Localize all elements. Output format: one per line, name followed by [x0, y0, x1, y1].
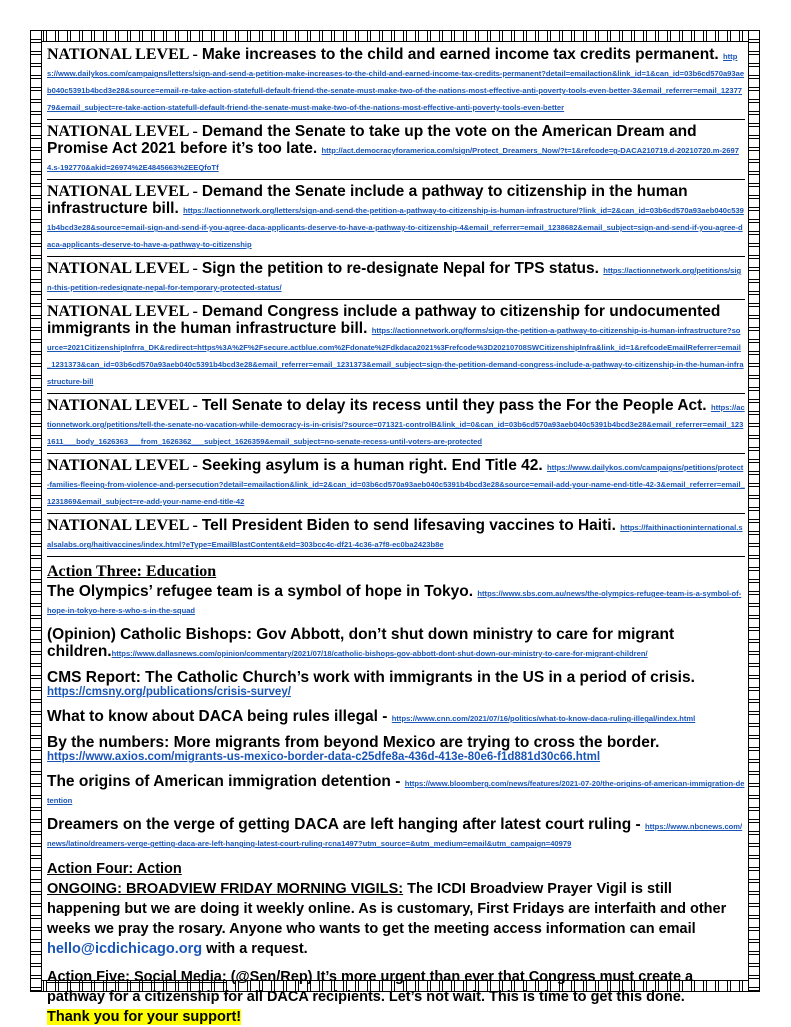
- education-list: [47, 583, 745, 850]
- action-five-body: [47, 967, 745, 1007]
- action-four-body: [47, 879, 745, 959]
- contact-email-link[interactable]: hello@icdichicago.org: [47, 941, 203, 957]
- national-item-title: Make increases to the child and earned income tax credits permanent.: [201, 46, 719, 63]
- level-label: NATIONAL LEVEL -: [47, 123, 202, 140]
- article-link[interactable]: https://www.sbs.com.au/news/the-olympics-refugee-team-is-a-symbol-of-hope-in-tokyo-here-s-who-s-in-the-squad: [47, 589, 742, 615]
- petition-link[interactable]: http://act.democracyforamerica.com/sign/Protect_Dreamers_Now/?t=1&refcode=g-DACA210719.d-20210720.m-26974.s-192770&akid=26974%2E4845663%2EEQfoTf: [47, 146, 739, 172]
- education-item: [47, 626, 745, 660]
- national-item: [47, 517, 745, 551]
- education-item-title: CMS Report: The Catholic Church’s work with immigrants in the US in a period of crisis.: [47, 669, 695, 686]
- article-link[interactable]: https://www.dallasnews.com/opinion/commentary/2021/07/18/catholic-bishops-gov-abbott-dont-shut-down-our-ministry-to-care-for-migrant-children/: [111, 649, 648, 658]
- article-link[interactable]: https://www.axios.com/migrants-us-mexico-border-data-c25dfe8a-436d-413e-80e6-f1d881d30c66.html: [47, 751, 601, 763]
- level-label: NATIONAL LEVEL -: [47, 517, 202, 534]
- action-four-section: [47, 859, 745, 959]
- national-item-title: Tell Senate to delay its recess until they pass the For the People Act.: [201, 397, 707, 414]
- thank-you-text: Thank you for your support!: [47, 1009, 242, 1025]
- education-item: [47, 583, 745, 617]
- article-link[interactable]: https://www.cnn.com/2021/07/16/politics/what-to-know-daca-ruling-illegal/index.html: [391, 714, 696, 723]
- vigil-text-end: with a request.: [202, 941, 308, 957]
- national-item-title: Seeking asylum is a human right. End Title 42.: [201, 457, 543, 474]
- national-item: [47, 303, 745, 388]
- national-item: [47, 397, 745, 448]
- petition-link[interactable]: https://faithinactioninternational.salsalabs.org/haitivaccines/index.html?eType=EmailBlastContent&eId=303bcc4c-df21-4c36-a7f8-ec0ba2423b8e: [47, 523, 743, 549]
- page-content: [47, 46, 745, 1027]
- national-item-title: Demand Congress include a pathway to citizenship for undocumented immigrants in the human infrastructure bill.: [47, 303, 721, 337]
- level-label: NATIONAL LEVEL -: [47, 397, 202, 414]
- national-item: [47, 457, 745, 508]
- education-item: [47, 816, 745, 850]
- level-label: NATIONAL LEVEL -: [47, 303, 202, 320]
- section-divider: [47, 453, 745, 454]
- article-link[interactable]: https://www.nbcnews.com/news/latino/dreamers-verge-getting-daca-are-left-hanging-latest-court-ruling-rcna1497?utm_source=&utm_medium=email&utm_campaign=40979: [47, 822, 743, 848]
- section-divider: [47, 179, 745, 180]
- action-five-text: (@Sen/Rep) It’s more urgent than ever that Congress must create a pathway for a citizenship for all DACA recipients. Let’s not wait. This is time to get this done.: [47, 969, 694, 1005]
- petition-link[interactable]: https://actionnetwork.org/petitions/tell-the-senate-no-vacation-while-democracy-is-in-crisis/?source=071321-controlB&link_id=0&can_id=03b6cd570a93aeb040c5391b4bcd3e28&email_referrer=email_1231611___body_1626363___from_1626362___subject_1626359&email_subject=no-senate-recess-until-voters-are-protected: [47, 403, 745, 446]
- education-item-title: (Opinion) Catholic Bishops: Gov Abbott, don’t shut down ministry to care for migrant children.: [47, 626, 675, 660]
- thank-you-line: [47, 1007, 745, 1027]
- national-item-title: Demand the Senate include a pathway to citizenship in the human infrastructure bill.: [47, 183, 688, 217]
- vigil-subhead: ONGOING: BROADVIEW FRIDAY MORNING VIGILS:: [47, 881, 404, 897]
- national-item-title: Demand the Senate to take up the vote on the American Dream and Promise Act 2021 before it’s too late.: [47, 123, 697, 157]
- left-border: [30, 30, 42, 992]
- education-item-title: Dreamers on the verge of getting DACA are left hanging after latest court ruling -: [47, 816, 645, 833]
- national-item-title: Sign the petition to re-designate Nepal for TPS status.: [201, 260, 599, 277]
- education-item-title: What to know about DACA being rules illegal -: [47, 708, 392, 725]
- action-five-section: [47, 967, 745, 1027]
- article-link[interactable]: https://cmsny.org/publications/crisis-survey/: [47, 686, 291, 698]
- section-divider: [47, 513, 745, 514]
- national-item: [47, 183, 745, 251]
- petition-link[interactable]: https://www.dailykos.com/campaigns/petitions/protect-families-fleeing-from-violence-and-persecution?detail=emailaction&link_id=2&can_id=03b6cd570a93aeb040c5391b4bcd3e28&source=email-add-your-name-end-title-42-3&email_referrer=email_1231869&email_subject=re-add-your-name-end-title-42: [47, 463, 745, 506]
- national-level-list: [47, 46, 745, 557]
- right-border: [748, 30, 760, 992]
- petition-link[interactable]: https://actionnetwork.org/petitions/sign-this-petition-redesignate-nepal-for-temporary-protected-status/: [47, 266, 742, 292]
- education-item-title: By the numbers: More migrants from beyond Mexico are trying to cross the border.: [47, 734, 660, 751]
- petition-link[interactable]: https://actionnetwork.org/letters/sign-and-send-the-petition-a-pathway-to-citizenship-is-human-infrastructure/?link_id=2&can_id=03b6cd570a93aeb040c5391b4bcd3e28&source=email-sign-and-send-if-you-agree-daca-applicants-deserve-to-have-a-pathway-to-citizenship-4&email_referrer=email_1238682&email_subject=sign-and-send-if-you-agree-daca-applicants-deserve-to-have-a-pathway-to-citizenship: [47, 206, 744, 249]
- education-item: [47, 708, 745, 725]
- action-five-heading: Action Five: Social Media:: [47, 969, 227, 985]
- level-label: NATIONAL LEVEL -: [47, 260, 202, 277]
- section-divider: [47, 256, 745, 257]
- level-label: NATIONAL LEVEL -: [47, 46, 202, 63]
- action-four-heading: Action Four: Action: [47, 861, 182, 877]
- education-item: [47, 669, 745, 699]
- petition-link[interactable]: https://actionnetwork.org/forms/sign-the-petition-a-pathway-to-citizenship-is-human-infrastructure?source=2021CitizenshipInfrra_DK&redirect=https%3A%2F%2Fsecure.actblue.com%2Fdonate%2Fdkdaca2021%3Frefcode%3D20210708SWCitizenshipInfra&link_id=1&refcodeEmailReferrer=email_1231373&can_id=03b6cd570a93aeb040c5391b4bcd3e28&email_referrer=email_1231373&email_subject=sign-the-petition-demand-congress-include-a-pathway-to-citizenship-in-the-human-infrastructure-bill: [47, 326, 744, 386]
- education-item: [47, 734, 745, 764]
- education-heading: Action Three: Education: [47, 563, 217, 580]
- section-divider: [47, 393, 745, 394]
- level-label: NATIONAL LEVEL -: [47, 183, 202, 200]
- section-divider: [47, 299, 745, 300]
- national-item: [47, 123, 745, 174]
- education-item-title: The Olympics’ refugee team is a symbol of hope in Tokyo.: [47, 583, 478, 600]
- section-divider: [47, 119, 745, 120]
- national-item: [47, 46, 745, 114]
- section-divider: [47, 556, 745, 557]
- petition-link[interactable]: https://www.dailykos.com/campaigns/letters/sign-and-send-a-petition-make-increases-to-the-child-and-earned-income-tax-credits-permanent?detail=emailaction&link_id=1&can_id=03b6cd570a93aeb040c5391b4bcd3e28&source=email-re-take-action-statefull-default-friend-the-senate-must-make-two-of-the-nations-most-effective-anti-poverty-tools-even-better-3&email_referrer=email_1237779&email_subject=re-take-action-statefull-default-friend-the-senate-must-make-two-of-the-nations-most-effective-anti-poverty-tools-even-better: [47, 52, 745, 112]
- national-item: [47, 260, 745, 294]
- vigil-text: The ICDI Broadview Prayer Vigil is still happening but we are doing it weekly online. As is customary, First Fridays are interfaith and other weeks we pray the rosary. Anyone who wants to get the meeting access information can email: [47, 881, 727, 937]
- top-border: [30, 30, 760, 42]
- education-item-title: The origins of American immigration detention -: [47, 773, 405, 790]
- article-link[interactable]: https://www.bloomberg.com/news/features/2021-07-20/the-origins-of-american-immigration-detention: [47, 779, 745, 805]
- level-label: NATIONAL LEVEL -: [47, 457, 202, 474]
- national-item-title: Tell President Biden to send lifesaving vaccines to Haiti.: [201, 517, 616, 534]
- education-item: [47, 773, 745, 807]
